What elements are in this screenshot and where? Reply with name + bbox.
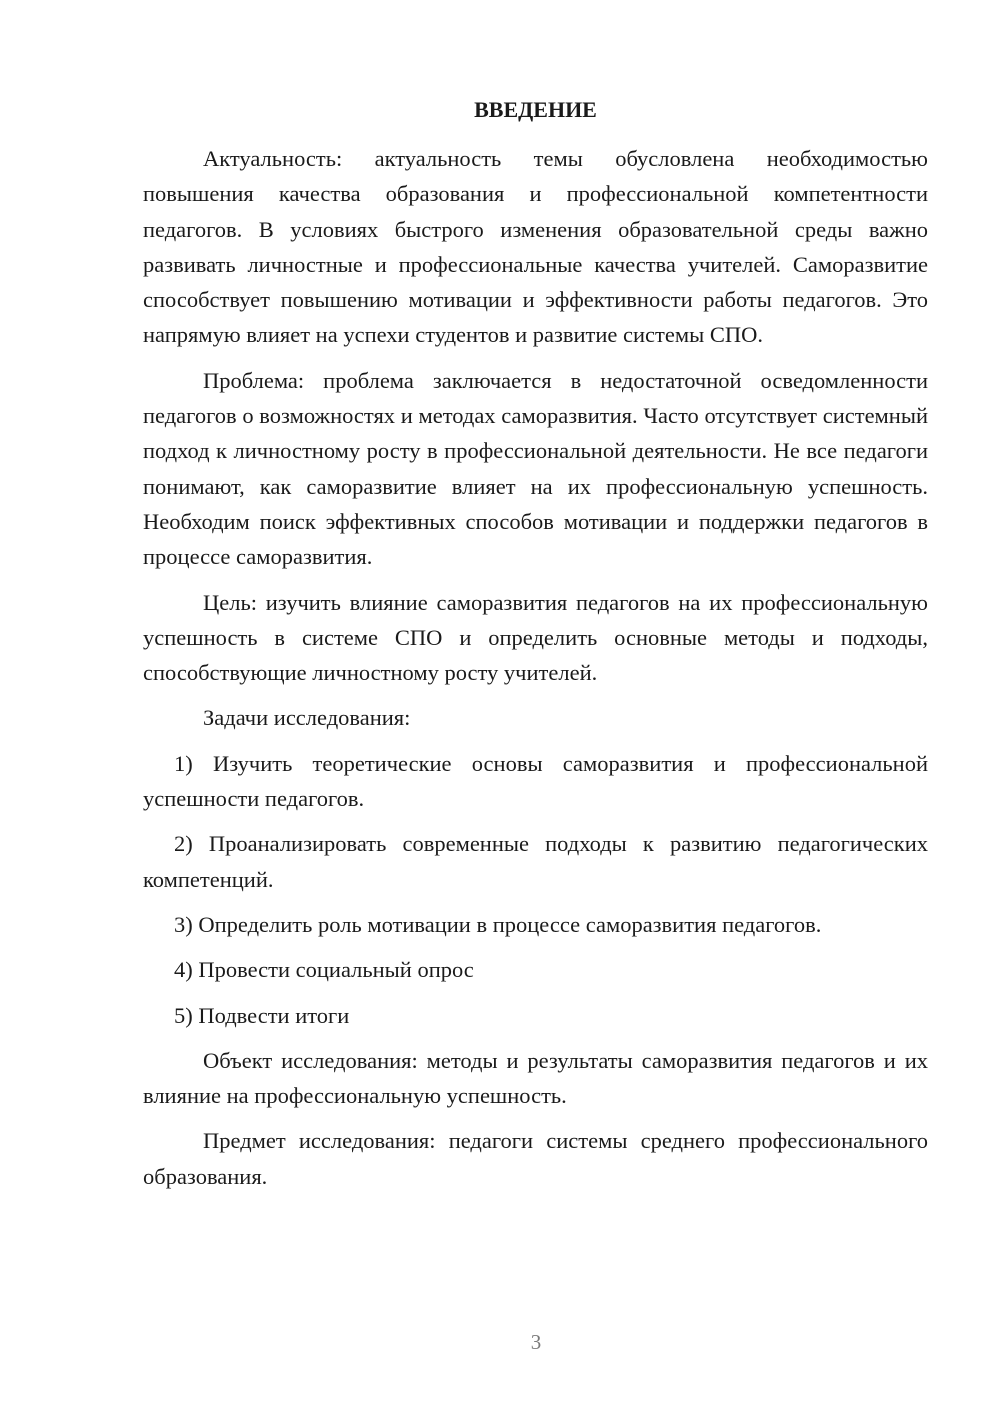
problem-paragraph: Проблема: проблема заключается в недостаточной осведомленности педагогов о возможностях и методах саморазвития. Часто отсутствует системный подход к личностному росту в профессиональной деятельности. Не все педагоги понимают, как саморазвитие влияет на их профессиональную успешность. Необходим поиск эффективных способов мотивации и поддержки педагогов в процессе саморазвития. <box>143 367 928 570</box>
section-title: ВВЕДЕНИЕ <box>474 97 597 122</box>
task-item: 2) Проанализировать современные подходы к развитию педагогических компетенций. <box>143 831 928 892</box>
goal-paragraph: Цель: изучить влияние саморазвития педагогов на их профессиональную успешность в системе СПО и определить основные методы и подходы, способствующие личностному росту учителей. <box>143 589 928 686</box>
task-item: 3) Определить роль мотивации в процессе саморазвития педагогов. <box>174 911 822 937</box>
object-paragraph: Объект исследования: методы и результаты саморазвития педагогов и их влияние на профессиональную успешность. <box>143 1047 928 1109</box>
task-item: 1) Изучить теоретические основы саморазвития и профессиональной успешности педагогов. <box>143 750 928 812</box>
subject-paragraph: Предмет исследования: педагоги системы среднего профессионального образования. <box>143 1128 928 1189</box>
page-number: 3 <box>530 1330 542 1354</box>
document-body <box>143 92 928 1204</box>
task-item: 4) Провести социальный опрос <box>174 957 474 983</box>
relevance-paragraph: Актуальность: актуальность темы обусловлена необходимостью повышения качества образования и профессиональной компетентности педагогов. В условиях быстрого изменения образовательной среды важно развивать личностные и профессиональные качества учителей. Саморазвитие способствует повышению мотивации и эффективности работы педагогов. Это напрямую влияет на успехи студентов и развитие системы СПО. <box>143 146 928 348</box>
tasks-heading: Задачи исследования: <box>203 705 411 731</box>
task-item: 5) Подвести итоги <box>174 1002 350 1028</box>
